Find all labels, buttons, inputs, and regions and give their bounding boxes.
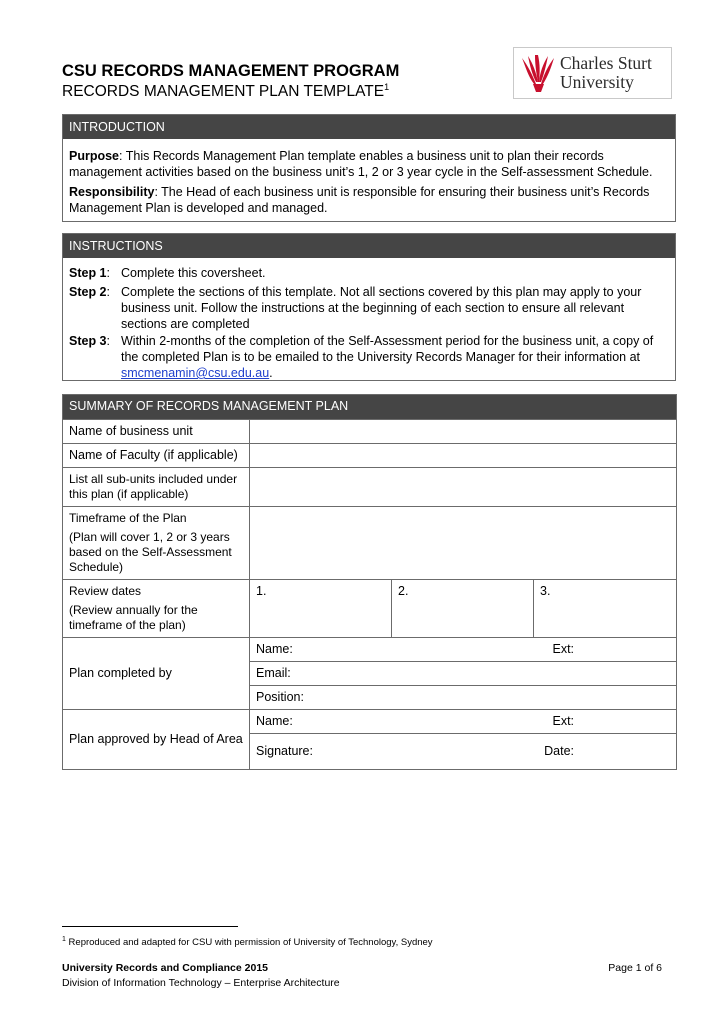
summary-table — [62, 394, 677, 770]
faculty-field[interactable] — [250, 444, 677, 468]
subtitle-text: RECORDS MANAGEMENT PLAN TEMPLATE — [62, 83, 385, 100]
approved-name-label: Name: — [256, 714, 293, 728]
footer-org: University Records and Compliance 2015 — [62, 962, 268, 974]
timeframe-note: (Plan will cover 1, 2 or 3 years based on the Self-Assessment Schedule) — [69, 530, 232, 574]
step-1-label: Step 1: — [69, 266, 110, 280]
completed-email-field[interactable]: Email: — [250, 662, 677, 686]
instructions-heading: INSTRUCTIONS — [63, 234, 675, 258]
step-2-label: Step 2: — [69, 285, 110, 299]
signature-label: Signature: — [256, 744, 313, 758]
step-1-label-text: Step 1 — [69, 266, 107, 280]
step-1 — [69, 265, 669, 281]
responsibility-paragraph — [69, 184, 669, 216]
instructions-section — [62, 233, 676, 381]
date-label: Date: — [544, 744, 575, 758]
introduction-section — [62, 114, 676, 222]
purpose-paragraph — [69, 148, 669, 180]
summary-heading: SUMMARY OF RECORDS MANAGEMENT PLAN — [63, 395, 677, 420]
step-3-body: Within 2-months of the completion of the Self-Assessment period for the business unit, a copy of the completed Plan is to be emailed to the University Records Manager for their information at — [121, 334, 654, 364]
approved-by-label: Plan approved by Head of Area — [63, 710, 250, 770]
footnote-number: 1 — [62, 936, 66, 943]
review-date-2-field[interactable]: 2. — [392, 580, 534, 638]
timeframe-title: Timeframe of the Plan — [69, 511, 187, 525]
page-subtitle — [62, 82, 389, 101]
logo-line-2: University — [560, 72, 634, 92]
faculty-label: Name of Faculty (if applicable) — [63, 444, 250, 468]
footnote — [62, 936, 433, 948]
step-2-text: Complete the sections of this template. Not all sections covered by this plan may apply to your business unit. Follow the instructions at the beginning of each section to ensure all relevant sections are completed — [121, 285, 642, 331]
page-number: Page 1 of 6 — [608, 962, 662, 974]
page-title: CSU RECORDS MANAGEMENT PROGRAM — [62, 62, 400, 80]
completed-by-label: Plan completed by — [63, 638, 250, 710]
step-1-text: Complete this coversheet. — [121, 266, 266, 280]
completed-name-field[interactable] — [250, 638, 677, 662]
footnote-ref: 1 — [384, 82, 390, 92]
csu-logo — [513, 47, 672, 99]
completed-name-label: Name: — [256, 642, 293, 656]
introduction-heading: INTRODUCTION — [63, 115, 675, 139]
csu-waratah-icon — [520, 54, 556, 94]
review-dates-note: (Review annually for the timeframe of the plan) — [69, 603, 198, 632]
review-date-3-field[interactable]: 3. — [534, 580, 677, 638]
logo-line-1: Charles Sturt — [560, 53, 652, 73]
approved-ext-label: Ext: — [552, 714, 575, 728]
approved-name-field[interactable] — [250, 710, 677, 734]
step-3-end: . — [269, 366, 273, 380]
review-dates-title: Review dates — [69, 584, 142, 598]
business-unit-field[interactable] — [250, 420, 677, 444]
step-3-label: Step 3: — [69, 334, 110, 348]
step-3-text — [121, 333, 669, 381]
step-2 — [69, 284, 669, 332]
purpose-label: Purpose — [69, 149, 120, 163]
business-unit-label: Name of business unit — [63, 420, 250, 444]
footnote-text: Reproduced and adapted for CSU with permission of University of Technology, Sydney — [68, 937, 433, 948]
purpose-text: : This Records Management Plan template enables a business unit to plan their records management activities based on the business unit’s 1, 2 or 3 year cycle in the Self-assessment Schedule. — [69, 149, 653, 179]
timeframe-field[interactable] — [250, 507, 677, 580]
responsibility-text: : The Head of each business unit is responsible for ensuring their business unit’s Records Management Plan is developed and managed. — [69, 185, 650, 215]
review-dates-label — [63, 580, 250, 638]
step-3 — [69, 333, 669, 381]
step-2-label-text: Step 2 — [69, 285, 107, 299]
signature-field[interactable] — [250, 734, 677, 770]
sub-units-field[interactable] — [250, 468, 677, 507]
sub-units-label: List all sub-units included under this plan (if applicable) — [63, 468, 250, 507]
responsibility-label: Responsibility — [69, 185, 155, 199]
step-3-label-text: Step 3 — [69, 334, 107, 348]
completed-ext-label: Ext: — [552, 642, 575, 656]
review-date-1-field[interactable]: 1. — [250, 580, 392, 638]
footer-division: Division of Information Technology – Enterprise Architecture — [62, 977, 340, 989]
timeframe-label — [63, 507, 250, 580]
footnote-divider — [62, 926, 238, 927]
completed-position-field[interactable]: Position: — [250, 686, 677, 710]
records-manager-email-link[interactable]: smcmenamin@csu.edu.au — [121, 366, 270, 380]
